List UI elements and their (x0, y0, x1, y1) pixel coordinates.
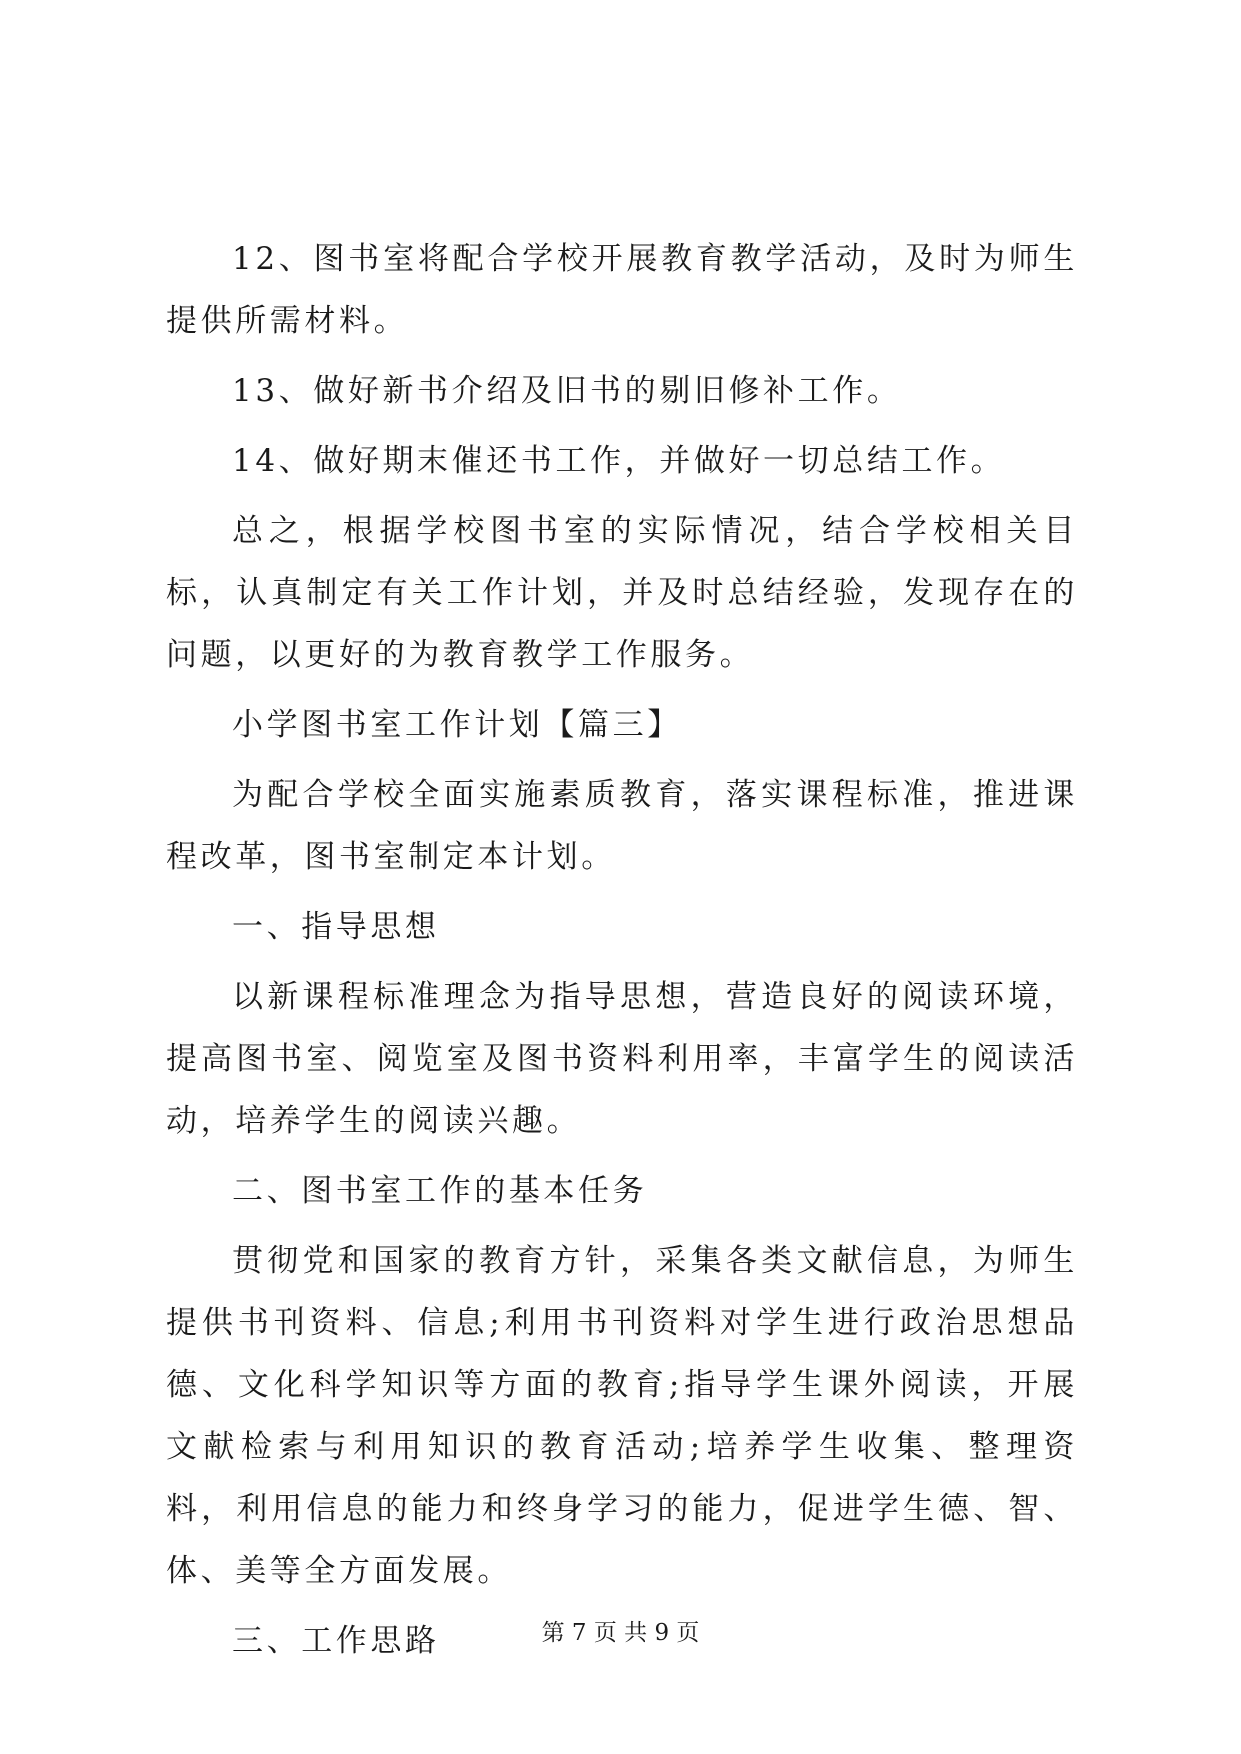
paragraph-item-14: 14、做好期末催还书工作，并做好一切总结工作。 (232, 443, 1006, 479)
paragraph-summary: 总之，根据学校图书室的实际情况，结合学校相关目标，认真制定有关工作计划，并及时总结经验，发现存在的问题，以更好的为教育教学工作服务。 (166, 513, 1078, 673)
document-body (166, 228, 1078, 1680)
paragraph-item-13: 13、做好新书介绍及旧书的剔旧修补工作。 (232, 373, 902, 409)
section-heading-work-approach: 三、工作思路 (232, 1623, 440, 1659)
paragraph-item-12: 12、图书室将配合学校开展教育教学活动，及时为师生提供所需材料。 (166, 241, 1078, 339)
paragraph-guiding-ideas: 以新课程标准理念为指导思想，营造良好的阅读环境，提高图书室、阅览室及图书资料利用率，丰富学生的阅读活动，培养学生的阅读兴趣。 (166, 979, 1078, 1139)
paragraph-intro: 为配合学校全面实施素质教育，落实课程标准，推进课程改革，图书室制定本计划。 (166, 777, 1078, 875)
section-heading-basic-tasks: 二、图书室工作的基本任务 (232, 1173, 648, 1209)
page-number-footer: 第 7 页 共 9 页 (541, 1620, 700, 1646)
section-heading-part-three: 小学图书室工作计划【篇三】 (232, 707, 682, 743)
section-heading-guiding-ideas: 一、指导思想 (232, 909, 440, 945)
paragraph-basic-tasks: 贯彻党和国家的教育方针，采集各类文献信息，为师生提供书刊资料、信息;利用书刊资料对学生进行政治思想品德、文化科学知识等方面的教育;指导学生课外阅读，开展文献检索与利用知识的教育活动;培养学生收集、整理资料，利用信息的能力和终身学习的能力，促进学生德、智、体、美等全方面发展。 (166, 1243, 1078, 1589)
